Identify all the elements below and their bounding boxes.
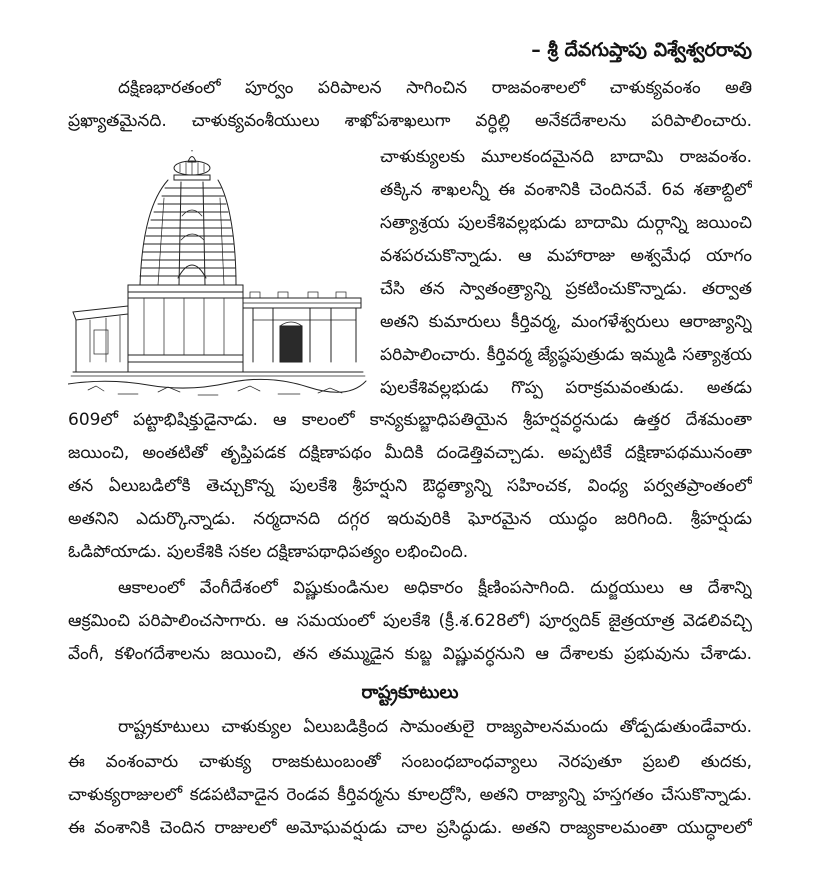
shikhara-tower (140, 180, 236, 285)
text-line: చాళుక్యులకు మూలకందమైనది బాదామి రాజవంశం. (380, 147, 752, 167)
ground (68, 372, 366, 395)
text-line: ఈ వంశంవారు చాళుక్య రాజకుటుంబంతో సంబంధబాంధవ్యాలు నెరపుతూ ప్రబలి తుదకు, (68, 752, 752, 772)
text-line: రాష్ట్రకూటులు చాళుక్యుల ఏలుబడిక్రింద సామంతులై రాజ్యపాలనమందు తోడ్పడుతుండేవారు. (118, 717, 752, 737)
mandapa-hall (243, 292, 361, 362)
text-line: ప్రఖ్యాతమైనది. చాళుక్యవంశీయులు శాఖోపశాఖలుగా వర్ధిల్లి అనేకదేశాలను పరిపాలించారు. (68, 111, 752, 131)
text-line: పరిపాలించారు. కీర్తివర్మ జ్యేష్ఠపుత్రుడు ఇమ్మడి సత్యాశ్రయ (380, 345, 752, 365)
text-line: అతని కుమారులు కీర్తివర్మ, మంగళేశ్వరులు ఆరాజ్యాన్ని (380, 312, 752, 332)
text-line: ఈ వంశానికి చెందిన రాజులలో అమోఘవర్షుడు చాల ప్రసిద్ధుడు. అతని రాజ్యకాలమంతా యుద్ధాలలో (68, 818, 752, 838)
text-line: చాళుక్యరాజులలో కడపటివాడైన రెండవ కీర్తివర్మను కూలద్రోసి, అతని రాజ్యాన్ని హస్తగతం చేసుకొన్నాడు. (68, 785, 752, 805)
amalaka-crown (174, 150, 210, 180)
text-line: పులకేశివల్లభుడు గొప్ప పరాక్రమవంతుడు. అతడు (380, 378, 752, 398)
text-line: వేంగీ, కళింగదేశాలను జయించి, తన తమ్ముడైన కుబ్జ విష్ణువర్ధనుని ఆ దేశాలకు ప్రభువును చేశాడు. (68, 644, 752, 664)
text-line: ఓడిపోయాడు. పులకేశికి సకల దక్షిణాపథాధిపత్యం లభించింది. (68, 542, 469, 562)
text-line: సత్యాశ్రయ పులకేశివల్లభుడు బాదామి దుర్గాన్ని జయించి (380, 213, 752, 233)
text-line: 609లో పట్టాభిషిక్తుడైనాడు. ఆ కాలంలో కాన్యకుబ్జాధిపతియైన శ్రీహర్షవర్ధనుడు ఉత్తర దేశమంతా (68, 410, 752, 430)
author-byline: – శ్రీ దేవగుప్తాపు విశ్వేశ్వరరావు (531, 39, 752, 61)
text-line: దక్షిణభారతంలో పూర్వం పరిపాలన సాగించిన రాజవంశాలలో చాళుక్యవంశం అతి (118, 78, 752, 98)
temple-sketch (68, 150, 368, 398)
text-line: అతనిని ఎదుర్కొన్నాడు. నర్మదానది దగ్గర ఇరువురికి ఘోరమైన యుద్ధం జరిగింది. శ్రీహర్షుడు (68, 509, 752, 529)
text-line: ఆకాలంలో వేంగీదేశంలో విష్ణుకుండినుల అధికారం క్షీణింపసాగింది. దుర్జయులు ఆ దేశాన్ని (118, 578, 752, 598)
text-line: వశపరచుకొన్నాడు. ఆ మహారాజు అశ్వమేధ యాగం (380, 246, 752, 266)
shrine-walls (73, 285, 243, 372)
text-line: తక్కిన శాఖలన్నీ ఈ వంశానికి చెందినవే. 6వ శతాబ్దిలో (380, 180, 752, 200)
section-heading: రాష్ట్రకూటులు (361, 682, 459, 703)
text-line: తన ఏలుబడిలోకి తెచ్చుకొన్న పులకేశి శ్రీహర్షుని ఔద్ధత్యాన్ని సహించక, వింధ్య పర్వతప్రాంతంలో (68, 476, 752, 496)
text-line: ఆక్రమించి పరిపాలించసాగారు. ఆ సమయంలో పులకేశి (క్రీ.శ.628లో) పూర్వదిక్ జైత్రయాత్ర వెడలివచ్చి (68, 611, 752, 631)
text-line: జయించి, అంతటితో తృప్తిపడక దక్షిణాపథం మీదికి దండెత్తివచ్చాడు. అప్పటికే దక్షిణాపథమునంతా (68, 443, 752, 463)
text-line: చేసి తన స్వాతంత్ర్యాన్ని ప్రకటించుకొన్నాడు. తర్వాత (380, 279, 752, 299)
